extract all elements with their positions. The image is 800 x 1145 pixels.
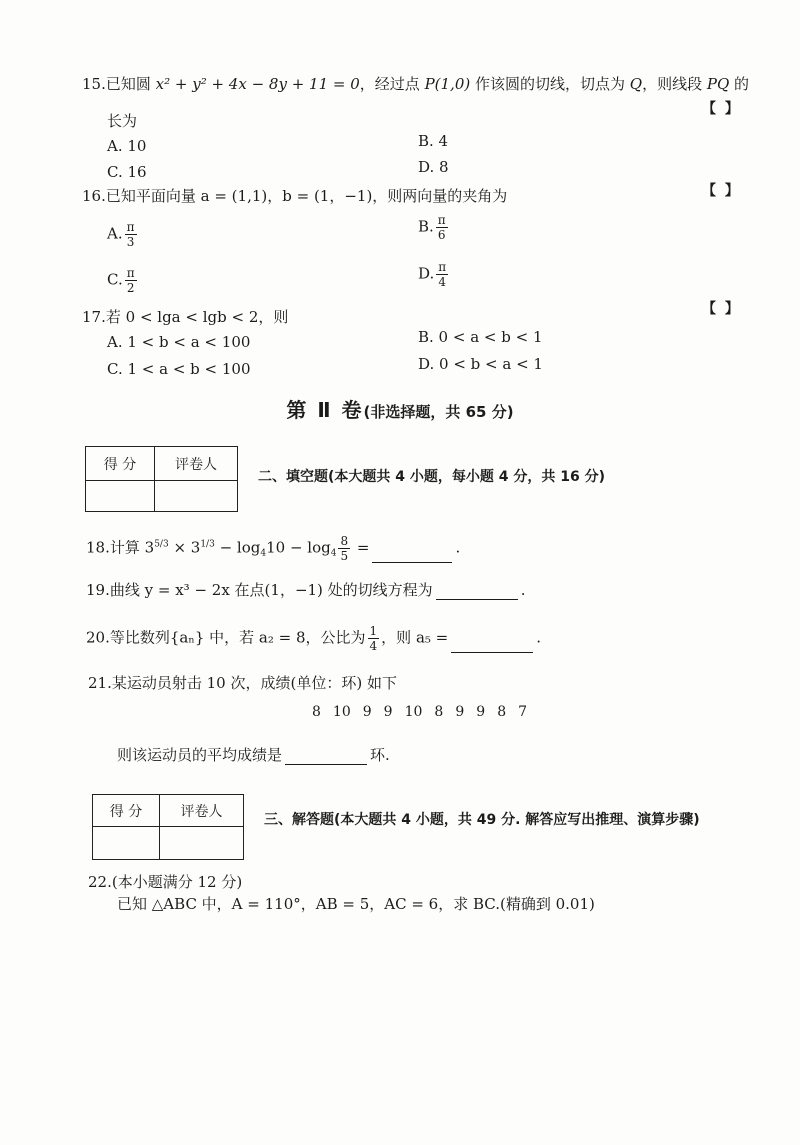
part-3-heading: 三、解答题(本大题共 4 小题，共 49 分. 解答应写出推理、演算步骤) <box>264 812 700 828</box>
answer-blank-18[interactable] <box>372 562 452 563</box>
q15-option-c: C. 16 <box>107 163 147 181</box>
answer-bracket-16: 【 】 <box>702 183 741 199</box>
score-value: 9 <box>383 704 393 720</box>
score-box-part-2 <box>85 446 238 512</box>
q15-option-b: B. 4 <box>418 132 449 150</box>
answer-bracket-15: 【 】 <box>702 101 741 117</box>
q16-option-b: B. $\frac{\pi}{6}$ <box>418 213 446 242</box>
q15-option-a: A. 10 <box>107 137 147 155</box>
q16-option-a: A. $\frac{\pi}{3}$ <box>107 220 135 249</box>
fraction: $\frac{\pi}{2}$ <box>126 266 135 295</box>
question-21-stem: 21.某运动员射击 10 次，成绩(单位：环) 如下 <box>88 674 397 692</box>
question-15-stem: 15.已知圆 x² + y² + 4x − 8y + 11 = 0，经过点 P(1,0) 作该圆的切线，切点为 Q，则线段 PQ 的 <box>82 75 750 93</box>
score-value: 9 <box>455 704 465 720</box>
fraction: $\frac{\pi}{3}$ <box>126 220 135 249</box>
answer-blank-19[interactable] <box>436 599 518 600</box>
grader-cell <box>160 827 244 860</box>
score-label: 得 分 <box>86 447 155 481</box>
q17-option-c: C. 1 < a < b < 100 <box>107 360 251 378</box>
fraction: $\frac{1}{4}$ <box>369 624 378 653</box>
fraction: $\frac{8}{5}$ <box>340 534 349 563</box>
score-value: 10 <box>404 704 423 720</box>
q16-option-c: C. $\frac{\pi}{2}$ <box>107 266 135 295</box>
answer-bracket-17: 【 】 <box>702 301 741 317</box>
question-21-ask: 则该运动员的平均成绩是 环. <box>117 746 390 764</box>
score-cell <box>93 827 160 860</box>
grader-label: 评卷人 <box>155 447 238 481</box>
q17-option-b: B. 0 < a < b < 1 <box>418 328 543 346</box>
grader-label: 评卷人 <box>160 795 244 827</box>
score-box-part-3 <box>92 794 244 860</box>
question-20: 20.等比数列{aₙ} 中，若 a₂ = 8，公比为 $\frac{1}{4}$ ，则 a₅ = . <box>86 624 542 653</box>
score-value: 9 <box>476 704 486 720</box>
score-value: 7 <box>518 704 528 720</box>
q15-option-d: D. 8 <box>418 158 449 176</box>
score-value: 8 <box>434 704 444 720</box>
question-15-stem-cont: 长为 <box>107 112 138 130</box>
answer-blank-21[interactable] <box>285 764 367 765</box>
score-label: 得 分 <box>93 795 160 827</box>
fraction: $\frac{\pi}{4}$ <box>438 260 447 289</box>
part-2-heading: 二、填空题(本大题共 4 小题，每小题 4 分，共 16 分) <box>258 469 606 485</box>
q16-option-d: D. $\frac{\pi}{4}$ <box>418 260 447 289</box>
answer-blank-20[interactable] <box>451 652 533 653</box>
question-22-stem: 已知 △ABC 中，A = 110°，AB = 5，AC = 6，求 BC.(精确到 0.01) <box>117 895 595 913</box>
grader-cell <box>155 481 238 512</box>
q17-option-a: A. 1 < b < a < 100 <box>107 333 251 351</box>
score-list <box>312 704 539 720</box>
fraction: $\frac{\pi}{6}$ <box>437 213 446 242</box>
q17-option-d: D. 0 < b < a < 1 <box>418 355 543 373</box>
score-value: 9 <box>362 704 372 720</box>
question-16-stem: 16.已知平面向量 a = (1,1)，b = (1，−1)，则两向量的夹角为 <box>82 187 508 205</box>
question-18: 18.计算 $3^{5/3} \times 3^{1/3} - \log_410 - \log_4$ $\frac{8}{5}$ = . <box>86 534 461 563</box>
question-17-stem: 17.若 0 < lga < lgb < 2，则 <box>82 308 289 326</box>
score-cell <box>86 481 155 512</box>
question-22-header: 22.(本小题满分 12 分) <box>88 873 243 891</box>
circle-equation: x² + y² + 4x − 8y + 11 = 0 <box>155 75 360 93</box>
score-value: 10 <box>332 704 351 720</box>
score-value: 8 <box>312 704 321 720</box>
section-2-title: 第 Ⅱ 卷(非选择题，共 65 分) <box>286 398 514 422</box>
score-value: 8 <box>497 704 507 720</box>
question-19: 19.曲线 y = x³ − 2x 在点(1，−1) 处的切线方程为 . <box>86 581 526 599</box>
